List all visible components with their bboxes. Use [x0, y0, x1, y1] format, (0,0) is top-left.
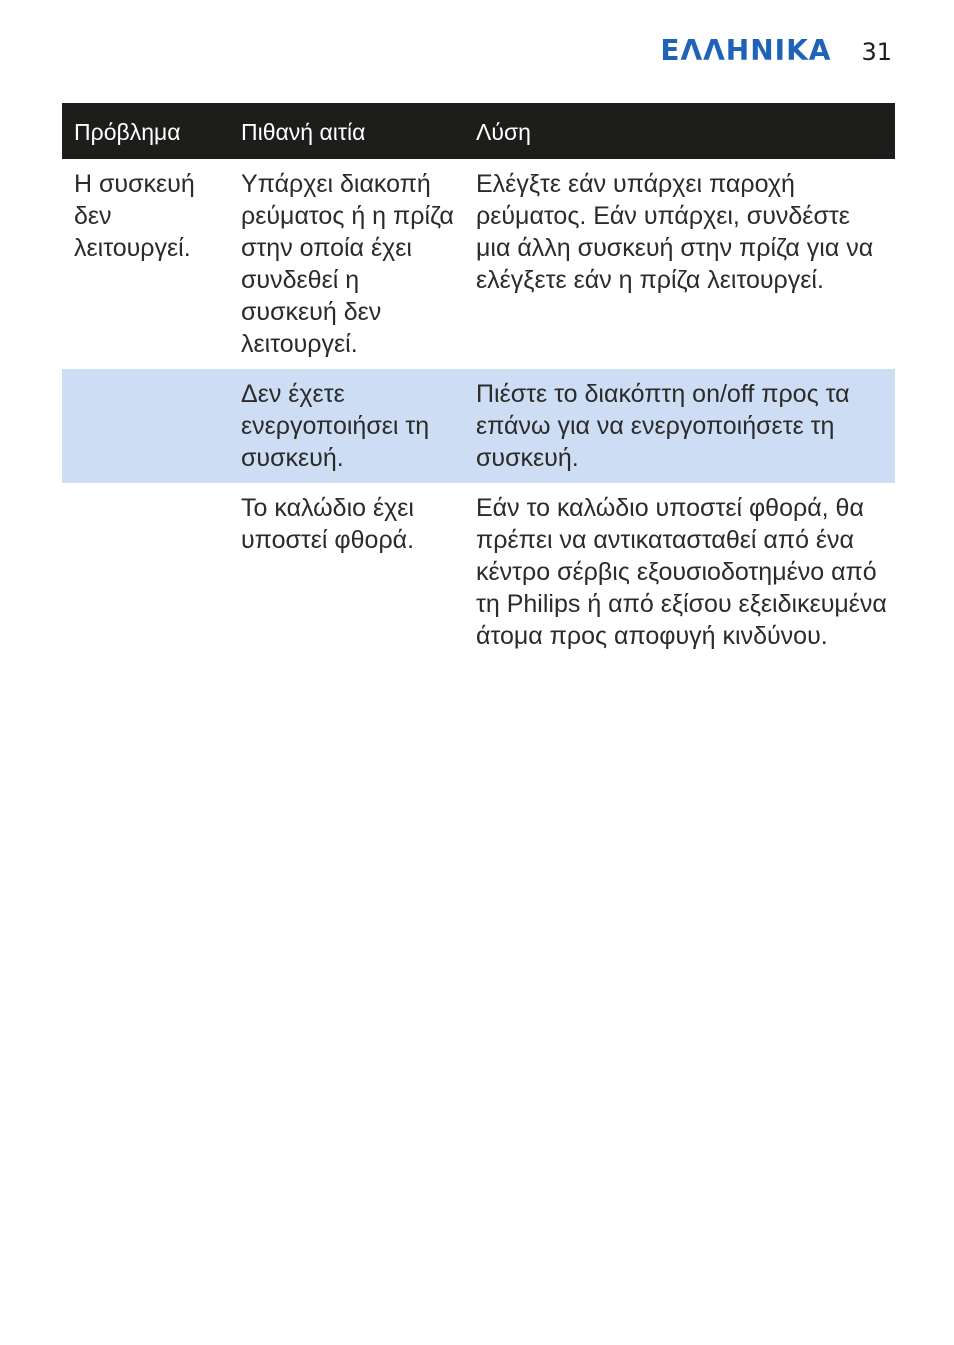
column-header-cause: Πιθανή αιτία [241, 119, 366, 145]
table-row [62, 483, 895, 661]
troubleshooting-table [62, 103, 895, 661]
table-row [62, 159, 895, 369]
language-label: ΕΛΛΗΝΙΚΑ [660, 34, 832, 67]
table-row [62, 369, 895, 483]
cause-cell: Το καλώδιο έχει υποστεί φθορά. [241, 494, 415, 554]
problem-cell: Η συσκευή δεν λειτουργεί. [74, 170, 195, 262]
solution-cell: Πιέστε το διακόπτη on/off προς τα επάνω για να ενεργοποιήσετε τη συσκευή. [476, 380, 850, 472]
cause-cell: Υπάρχει διακοπή ρεύματος ή η πρίζα στην οποία έχει συνδεθεί η συσκευή δεν λειτουργεί. [241, 170, 454, 358]
column-header-solution: Λύση [476, 119, 531, 145]
solution-cell: Εάν το καλώδιο υποστεί φθορά, θα πρέπει να αντικατασταθεί από ένα κέντρο σέρβις εξουσιοδοτημένο από τη Philips ή από εξίσου εξειδικευμένα άτομα προς αποφυγή κινδύνου. [476, 494, 887, 650]
cause-cell: Δεν έχετε ενεργοποιήσει τη συσκευή. [241, 380, 430, 472]
page-number: 31 [861, 38, 892, 66]
column-header-problem: Πρόβλημα [74, 119, 181, 145]
table-header-row [62, 103, 895, 159]
solution-cell: Ελέγξτε εάν υπάρχει παροχή ρεύματος. Εάν υπάρχει, συνδέστε μια άλλη συσκευή στην πρίζα για να ελέγξετε εάν η πρίζα λειτουργεί. [476, 170, 874, 294]
page-header [660, 34, 892, 67]
